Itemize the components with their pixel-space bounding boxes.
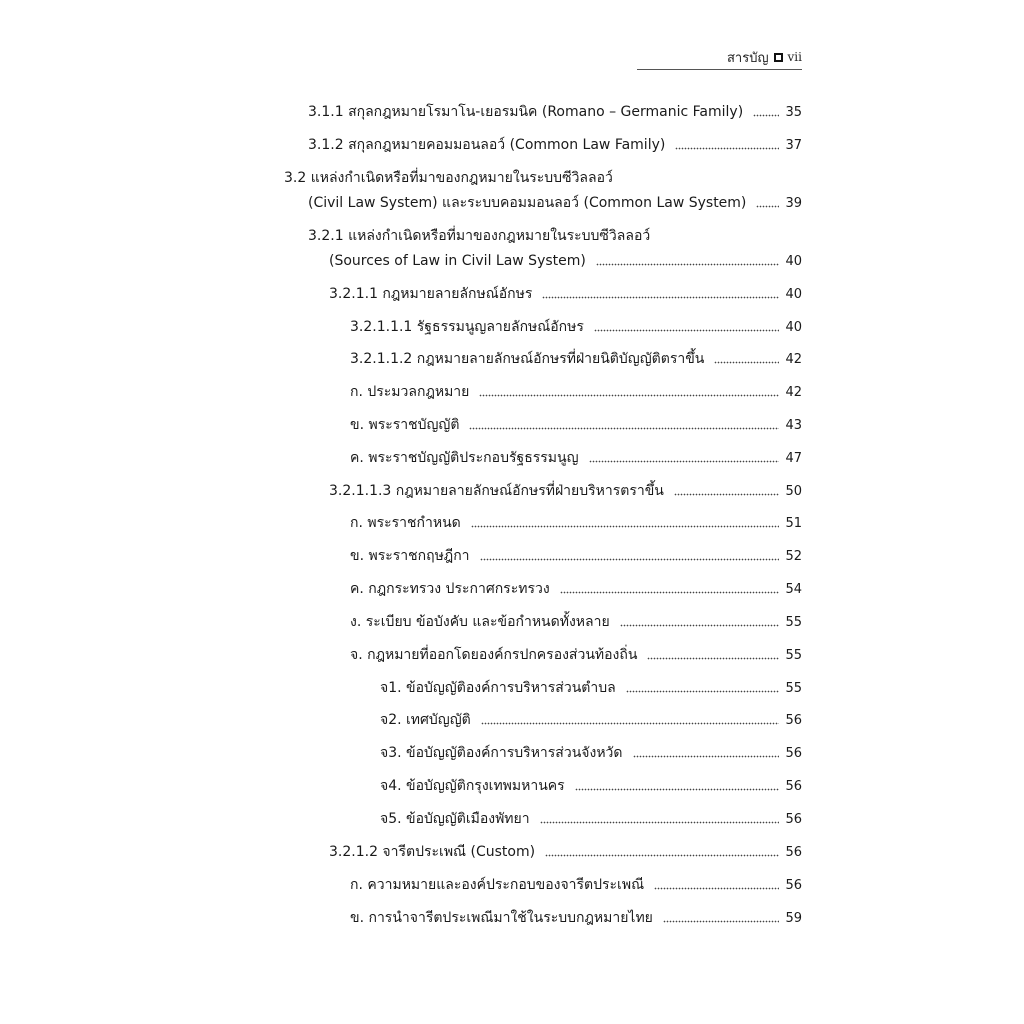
dot-leader [471, 523, 780, 529]
dot-leader [545, 852, 779, 858]
toc-page-number: 54 [785, 581, 802, 597]
dot-leader [654, 885, 779, 891]
toc-entry [350, 907, 802, 929]
dot-leader [480, 556, 780, 562]
toc-page-number: 35 [785, 104, 802, 120]
toc-page-number: 56 [785, 811, 802, 827]
toc-page-number: 40 [785, 253, 802, 269]
toc-entry-text: 3.2.1.2 จารีตประเพณี (Custom) [329, 844, 536, 860]
dot-leader [596, 261, 780, 267]
toc-entry [350, 611, 802, 633]
toc-entry [350, 316, 802, 338]
toc-page-number: 50 [785, 483, 802, 499]
toc-entry [350, 447, 802, 469]
toc-page-number: 55 [785, 680, 802, 696]
page-header [637, 48, 802, 70]
toc-entry [308, 192, 802, 214]
toc-entry-text: 3.2.1.1.3 กฎหมายลายลักษณ์อักษรที่ฝ่ายบริหารตราขึ้น [329, 483, 664, 499]
dot-leader [675, 145, 779, 151]
toc-page-number: 56 [785, 712, 802, 728]
toc-page-number: 37 [785, 137, 802, 153]
toc-page-number: 59 [785, 910, 802, 926]
toc-entry-text: จ. กฎหมายที่ออกโดยองค์กรปกครองส่วนท้องถิ่น [350, 647, 638, 663]
dot-leader [714, 359, 779, 365]
toc-entry-text: ก. ความหมายและองค์ประกอบของจารีตประเพณี [350, 877, 645, 893]
toc-page-number: 55 [785, 614, 802, 630]
toc-entry-text: 3.1.1 สกุลกฎหมายโรมาโน-เยอรมนิค (Romano – Germanic Family) [308, 104, 744, 120]
dot-leader [753, 112, 779, 118]
dot-leader [469, 425, 779, 431]
dot-leader [647, 655, 779, 661]
toc-entry-heading [284, 167, 613, 189]
toc-entry-text: 3.2 แหล่งกำเนิดหรือที่มาของกฎหมายในระบบซีวิลลอว์ [284, 170, 613, 186]
checkbox-square-icon [774, 53, 783, 62]
toc-entry-text: ข. พระราชบัญญัติ [350, 417, 460, 433]
dot-leader [589, 458, 780, 464]
dot-leader [633, 753, 780, 759]
toc-entry [308, 101, 802, 123]
toc-entry [329, 283, 802, 305]
toc-entry [350, 644, 802, 666]
dot-leader [674, 491, 780, 497]
toc-entry-text: ข. พระราชกฤษฎีกา [350, 548, 470, 564]
toc-entry-text: จ2. เทศบัญญัติ [380, 712, 471, 728]
dot-leader [481, 720, 780, 726]
toc-entry [308, 134, 802, 156]
toc-entry-text: 3.2.1.1 กฎหมายลายลักษณ์อักษร [329, 286, 533, 302]
toc-entry [350, 414, 802, 436]
dot-leader [756, 203, 779, 209]
toc-entry-text: ง. ระเบียบ ข้อบังคับ และข้อกำหนดทั้งหลาย [350, 614, 610, 630]
dot-leader [663, 918, 780, 924]
toc-page-number: 42 [785, 384, 802, 400]
toc-entry-text: จ4. ข้อบัญญัติกรุงเทพมหานคร [380, 778, 565, 794]
header-title: สารบัญ [726, 50, 769, 66]
toc-page-number: 55 [785, 647, 802, 663]
toc-page-number: 51 [785, 515, 802, 531]
toc-entry-text: ก. ประมวลกฎหมาย [350, 384, 470, 400]
toc-entry-text: 3.1.2 สกุลกฎหมายคอมมอนลอว์ (Common Law Family) [308, 137, 666, 153]
toc-entry [329, 250, 802, 272]
toc-entry [380, 775, 802, 797]
toc-entry [380, 808, 802, 830]
page-numeral: vii [787, 50, 802, 64]
toc-entry [350, 348, 802, 370]
dot-leader [575, 786, 780, 792]
toc-entry-text: จ3. ข้อบัญญัติองค์การบริหารส่วนจังหวัด [380, 745, 623, 761]
dot-leader [542, 294, 779, 300]
toc-entry-text: (Civil Law System) และระบบคอมมอนลอว์ (Common Law System) [308, 195, 747, 211]
dot-leader [620, 622, 780, 628]
toc-entry [350, 381, 802, 403]
toc-page-number: 56 [785, 778, 802, 794]
toc-page-number: 56 [785, 844, 802, 860]
toc-page-number: 56 [785, 745, 802, 761]
toc-entry-text: ก. พระราชกำหนด [350, 515, 461, 531]
toc-page-number: 42 [785, 351, 802, 367]
dot-leader [594, 327, 780, 333]
toc-page-number: 47 [785, 450, 802, 466]
toc-page-number: 40 [785, 286, 802, 302]
toc-entry [350, 578, 802, 600]
dot-leader [626, 688, 780, 694]
toc-entry-text: 3.2.1 แหล่งกำเนิดหรือที่มาของกฎหมายในระบบซีวิลลอว์ [308, 228, 651, 244]
toc-entry-text: (Sources of Law in Civil Law System) [329, 253, 586, 269]
toc-entry [380, 709, 802, 731]
toc-entry [380, 742, 802, 764]
toc-entry-text: ค. พระราชบัญญัติประกอบรัฐธรรมนูญ [350, 450, 579, 466]
toc-entry [350, 874, 802, 896]
toc-entry [350, 545, 802, 567]
toc-entry-text: 3.2.1.1.1 รัฐธรรมนูญลายลักษณ์อักษร [350, 319, 584, 335]
toc-page-number: 40 [785, 319, 802, 335]
toc-entry [380, 677, 802, 699]
dot-leader [479, 392, 779, 398]
toc-entry [350, 512, 802, 534]
toc-entry [329, 841, 802, 863]
toc-page-number: 52 [785, 548, 802, 564]
toc-entry-text: 3.2.1.1.2 กฎหมายลายลักษณ์อักษรที่ฝ่ายนิติบัญญัติตราขึ้น [350, 351, 705, 367]
toc-page-number: 56 [785, 877, 802, 893]
toc-entry-text: ค. กฎกระทรวง ประกาศกระทรวง [350, 581, 550, 597]
toc-entry-text: ข. การนำจารีตประเพณีมาใช้ในระบบกฎหมายไทย [350, 910, 653, 926]
toc-page-number: 43 [785, 417, 802, 433]
toc-entry-heading [308, 225, 650, 247]
toc-page-number: 39 [785, 195, 802, 211]
dot-leader [540, 819, 780, 825]
toc-entry [329, 480, 802, 502]
toc-entry-text: จ1. ข้อบัญญัติองค์การบริหารส่วนตำบล [380, 680, 616, 696]
dot-leader [560, 589, 780, 595]
toc-entry-text: จ5. ข้อบัญญัติเมืองพัทยา [380, 811, 530, 827]
